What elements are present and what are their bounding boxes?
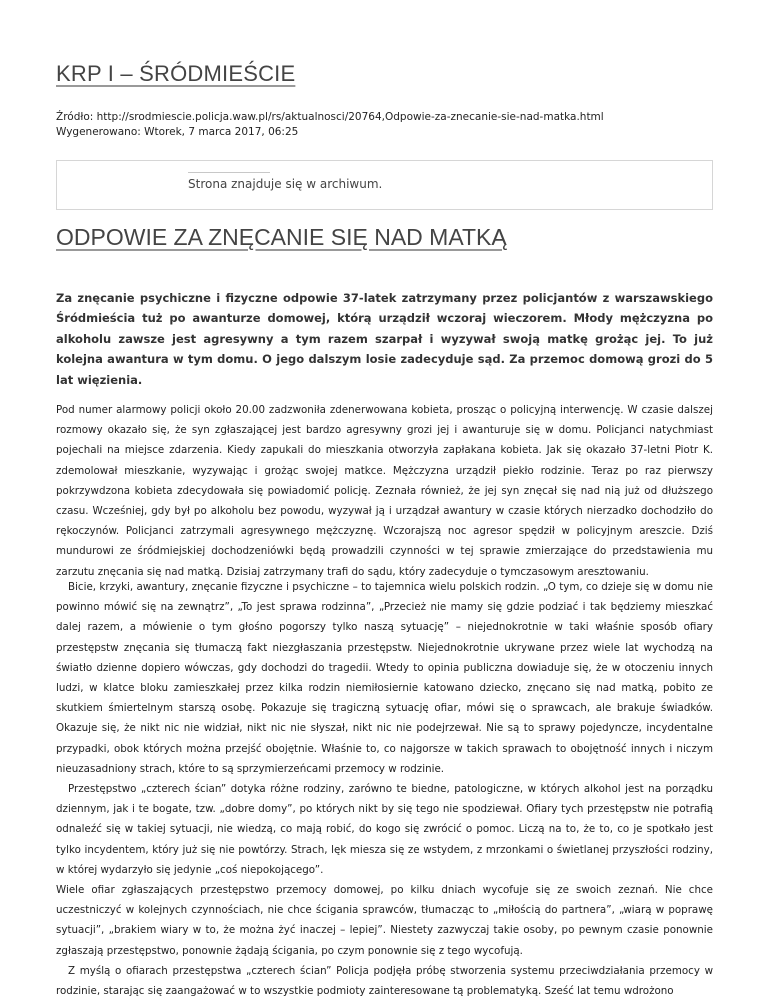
source-url-line: Źródło: http://srodmiescie.policja.waw.pl/rs/aktualnosci/20764,Odpowie-za-znecanie-sie-nad-matka.html [56, 111, 604, 123]
article-paragraph-2: Bicie, krzyki, awantury, znęcanie fizyczne i psychiczne – to tajemnica wielu polskich rodzin. „O tym, co dzieje się w domu nie powinno mówić się na zewnątrz”, „To jest sprawa rodzinna”, „Przecież nie mamy się gdzie podziać i tak będziemy mieszkać dalej razem, a mówienie o tym głośno pogorszy tylko naszą sytuację” – niejednokrotnie w taki właśnie sposób ofiary przestępstw znęcania się tłumaczą fakt niezgłaszania przestępstw. Niejednokrotnie ukrywane przez wiele lat wychodzą na światło dzienne dopiero wówczas, gdy dochodzi do tragedii. Wtedy to opinia publiczna dowiaduje się, że w otoczeniu innych ludzi, w klatce bloku zamieszkałej przez kilka rodzin niemiłosiernie katowano dziecko, znęcano się nad matką, pobito ze skutkiem śmiertelnym starszą osobę. Pokazuje się tragiczną sytuację ofiar, mówi się o sprawcach, ale brakuje świadków. Okazuje się, że nikt nic nie widział, nikt nic nie słyszał, nikt nic nie podejrzewał. Nie są to sprawy pojedyncze, incydentalne przypadki, obok których można przejść obojętnie. Właśnie to, co najgorsze w takich sprawach to obojętność innych i niczym nieuzasadniony strach, które to są sprzymierzeńcami przemocy w rodzinie. [56, 581, 713, 775]
article-body-continued [56, 577, 713, 1001]
site-title[interactable]: KRP I – ŚRÓDMIEŚCIE [56, 61, 296, 86]
archive-notice-text: Strona znajduje się w archiwum. [188, 177, 383, 191]
article-paragraph-4: Wiele ofiar zgłaszających przestępstwo przemocy domowej, po kilku dniach wycofuje się ze swoich zeznań. Nie chce uczestniczyć w kolejnych czynnościach, nie chce ścigania sprawców, tłumacząc to „miłością do partnera”, „wiarą w poprawę sytuacji”, „brakiem wiary w to, że można żyć inaczej – lepiej”. Niestety zazwyczaj takie osoby, po pewnym czasie ponownie zgłaszają przestępstwo, ponownie żądają ścigania, po czym ponownie się z tego wycofują. [56, 884, 713, 957]
article-title[interactable]: ODPOWIE ZA ZNĘCANIE SIĘ NAD MATKĄ [56, 224, 507, 250]
article-paragraph-5: Z myślą o ofiarach przestępstwa „czterech ścian” Policja podjęła próbę stworzenia systemu przeciwdziałania przemocy w rodzinie, starając się zaangażować w to wszystkie podmioty zainteresowane tą problematyką. Sześć lat temu wdrożono [56, 964, 713, 998]
archive-divider [188, 172, 270, 173]
archive-notice-box [56, 160, 713, 210]
article-lead: Za znęcanie psychiczne i fizyczne odpowie 37-latek zatrzymany przez policjantów z warszawskiego Śródmieścia tuż po awanturze domowej, którą urządził wczoraj wieczorem. Młody mężczyzna po alkoholu zawsze jest agresywny a tym razem szarpał i wyzywał swoją matkę grożąc jej. To już kolejna awantura w tym domu. O jego dalszym losie zadecyduje sąd. Za przemoc domową grozi do 5 lat więzienia. [56, 291, 713, 387]
article-paragraph-1: Pod numer alarmowy policji około 20.00 zadzwoniła zdenerwowana kobieta, prosząc o policyjną interwencję. W czasie dalszej rozmowy okazało się, że syn zgłaszającej jest bardzo agresywny grozi jej i awanturuje się w domu. Policjanci natychmiast pojechali na miejsce zdarzenia. Kiedy zapukali do mieszkania otworzyła zapłakana kobieta. Jak się okazało 37-letni Piotr K. zdemolował mieszkanie, wyzywając i grożąc swojej matkce. Mężczyzna urządził piekło rodzinie. Teraz po raz pierwszy pokrzywdzona kobieta zdecydowała się powiadomić policję. Zeznała również, że jej syn znęcał się nad nią już od dłuższego czasu. Wcześniej, gdy był po alkoholu bez powodu, wyzywał ją i urządzał awantury w czasie których nierzadko dochodziło do rękoczynów. Policjanci zatrzymali agresywnego mężczyznę. Wczorajszą noc agresor spędził w policyjnym areszcie. Dziś mundurowi ze śródmiejskiej dochodzeniówki będą prowadzili czynności w tej sprawie zmierzające do przedstawienia mu zarzutu znęcania się nad matką. Dzisiaj zatrzymany trafi do sądu, który zadecyduje o tymczasowym aresztowaniu. [56, 404, 713, 578]
generated-date-line: Wygenerowano: Wtorek, 7 marca 2017, 06:25 [56, 126, 299, 138]
article-paragraph-3: Przestępstwo „czterech ścian” dotyka różne rodziny, zarówno te biedne, patologiczne, w których alkohol jest na porządku dziennym, jak i te bogate, tzw. „dobre domy”, po których nikt by się tego nie spodziewał. Ofiary tych przestępstw nie potrafią odnaleźć się w takiej sytuacji, nie wiedzą, co mają robić, do kogo się zwrócić o pomoc. Liczą na to, że to, co je spotkało jest tylko incydentem, który już się nie powtórzy. Strach, lęk miesza się ze wstydem, z mrzonkami o świetlanej przyszłości rodziny, w której wydarzyło się jedynie „coś niepokojącego”. [56, 783, 713, 876]
source-meta [56, 110, 604, 140]
